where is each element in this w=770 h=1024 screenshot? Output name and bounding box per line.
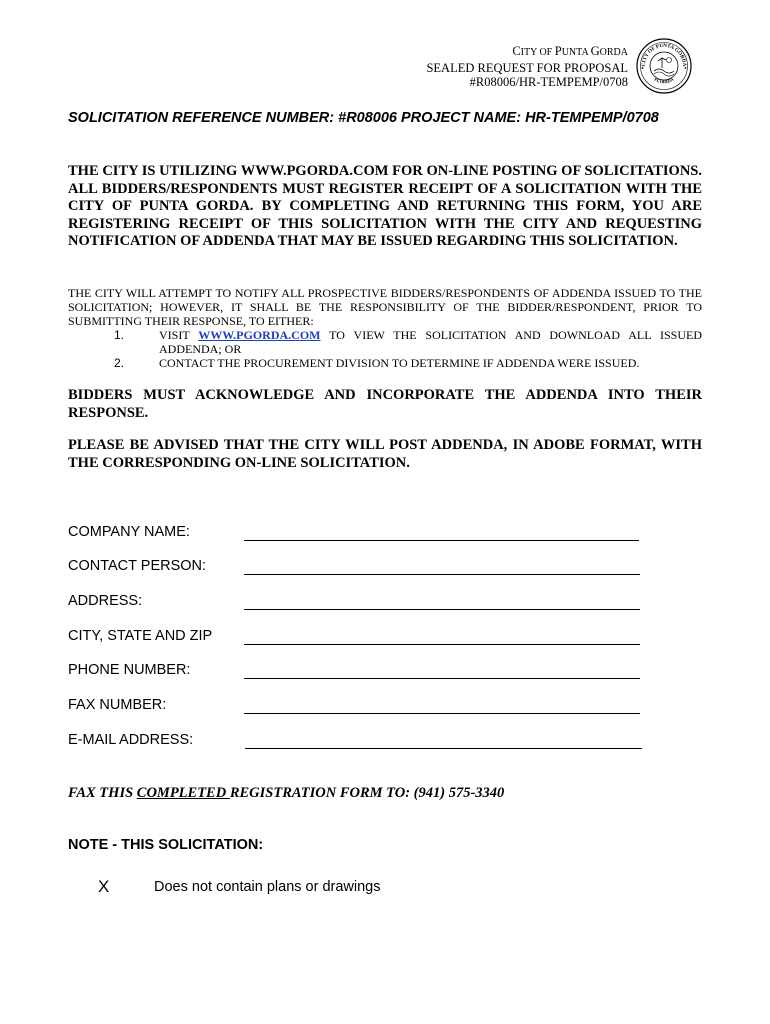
svg-text:CITY OF PUNTA GORDA: CITY OF PUNTA GORDA <box>640 42 688 67</box>
fax-number-label: FAX NUMBER: <box>68 697 167 713</box>
document-header <box>426 44 628 90</box>
check-mark: X <box>98 877 110 896</box>
header-request-type: SEALED REQUEST FOR PROPOSAL <box>426 60 628 75</box>
company-name-field[interactable] <box>68 524 648 544</box>
city-state-zip-field[interactable] <box>68 628 648 648</box>
address-label: ADDRESS: <box>68 593 143 609</box>
phone-number-label: PHONE NUMBER: <box>68 662 191 678</box>
email-address-line[interactable] <box>245 748 642 749</box>
contact-person-line[interactable] <box>244 574 640 575</box>
note-item-text: Does not contain plans or drawings <box>154 879 381 895</box>
option-number: 1. <box>114 328 125 342</box>
phone-number-field[interactable] <box>68 662 648 682</box>
phone-number-line[interactable] <box>244 678 640 679</box>
option-item-2: 2. CONTACT THE PROCUREMENT DIVISION TO DETERMINE IF ADDENDA WERE ISSUED. <box>114 356 640 370</box>
header-org-name: CITY OF PUNTA GORDA <box>512 44 628 58</box>
svg-text:FLORIDA: FLORIDA <box>653 76 675 85</box>
fax-number-field[interactable] <box>68 697 648 717</box>
acknowledge-paragraph: BIDDERS MUST ACKNOWLEDGE AND INCORPORATE THE ADDENDA INTO THEIR RESPONSE. <box>68 387 702 421</box>
city-state-zip-label: CITY, STATE AND ZIP <box>68 628 213 644</box>
city-seal-icon <box>636 38 692 94</box>
city-state-zip-line[interactable] <box>244 644 640 645</box>
solicitation-reference-line: SOLICITATION REFERENCE NUMBER: #R08006 PROJECT NAME: HR-TEMPEMP/0708 <box>68 110 659 126</box>
notice-paragraph: THE CITY WILL ATTEMPT TO NOTIFY ALL PROSPECTIVE BIDDERS/RESPONDENTS OF ADDENDA ISSUED TO THE SOLICITATION; HOWEVER, IT SHALL BE THE RESPONSIBILITY OF THE BIDDER/RESPONDENT, PRIOR TO SUBMITTING THEIR RESPONSE, TO EITHER: <box>68 286 702 328</box>
email-address-label: E-MAIL ADDRESS: <box>68 732 194 748</box>
company-name-line[interactable] <box>244 540 639 541</box>
company-name-label: COMPANY NAME: <box>68 524 190 540</box>
address-line[interactable] <box>244 609 640 610</box>
note-title: NOTE - THIS SOLICITATION: <box>68 837 264 853</box>
contact-person-label: CONTACT PERSON: <box>68 558 207 574</box>
email-address-field[interactable] <box>68 732 648 752</box>
advise-paragraph: PLEASE BE ADVISED THAT THE CITY WILL POST ADDENDA, IN ADOBE FORMAT, WITH THE CORRESPONDING ON-LINE SOLICITATION. <box>68 437 702 471</box>
intro-paragraph: THE CITY IS UTILIZING WWW.PGORDA.COM FOR ON-LINE POSTING OF SOLICITATIONS. ALL BIDDERS/RESPONDENTS MUST REGISTER RECEIPT OF A SOLICITATION WITH THE CITY OF PUNTA GORDA. BY COMPLETING AND RETURNING THIS FORM, YOU ARE REGISTERING RECEIPT OF THIS SOLICITATION WITH THE CITY AND REQUESTING NOTIFICATION OF ADDENDA THAT MAY BE ISSUED REGARDING THIS SOLICITATION. <box>68 163 702 249</box>
contact-person-field[interactable] <box>68 558 648 578</box>
header-reference: #R08006/HR-TEMPEMP/0708 <box>469 75 628 89</box>
fax-number-line[interactable] <box>244 713 640 714</box>
option-item-1: 1. VISIT WWW.PGORDA.COM TO VIEW THE SOLICITATION AND DOWNLOAD ALL ISSUED ADDENDA; OR <box>114 328 702 356</box>
options-list <box>68 328 702 370</box>
option-number: 2. <box>114 356 125 370</box>
address-field[interactable] <box>68 593 648 613</box>
pgorda-website-link[interactable]: WWW.PGORDA.COM <box>198 328 321 342</box>
fax-instruction: FAX THIS COMPLETED REGISTRATION FORM TO: (941) 575-3340 <box>68 785 505 801</box>
